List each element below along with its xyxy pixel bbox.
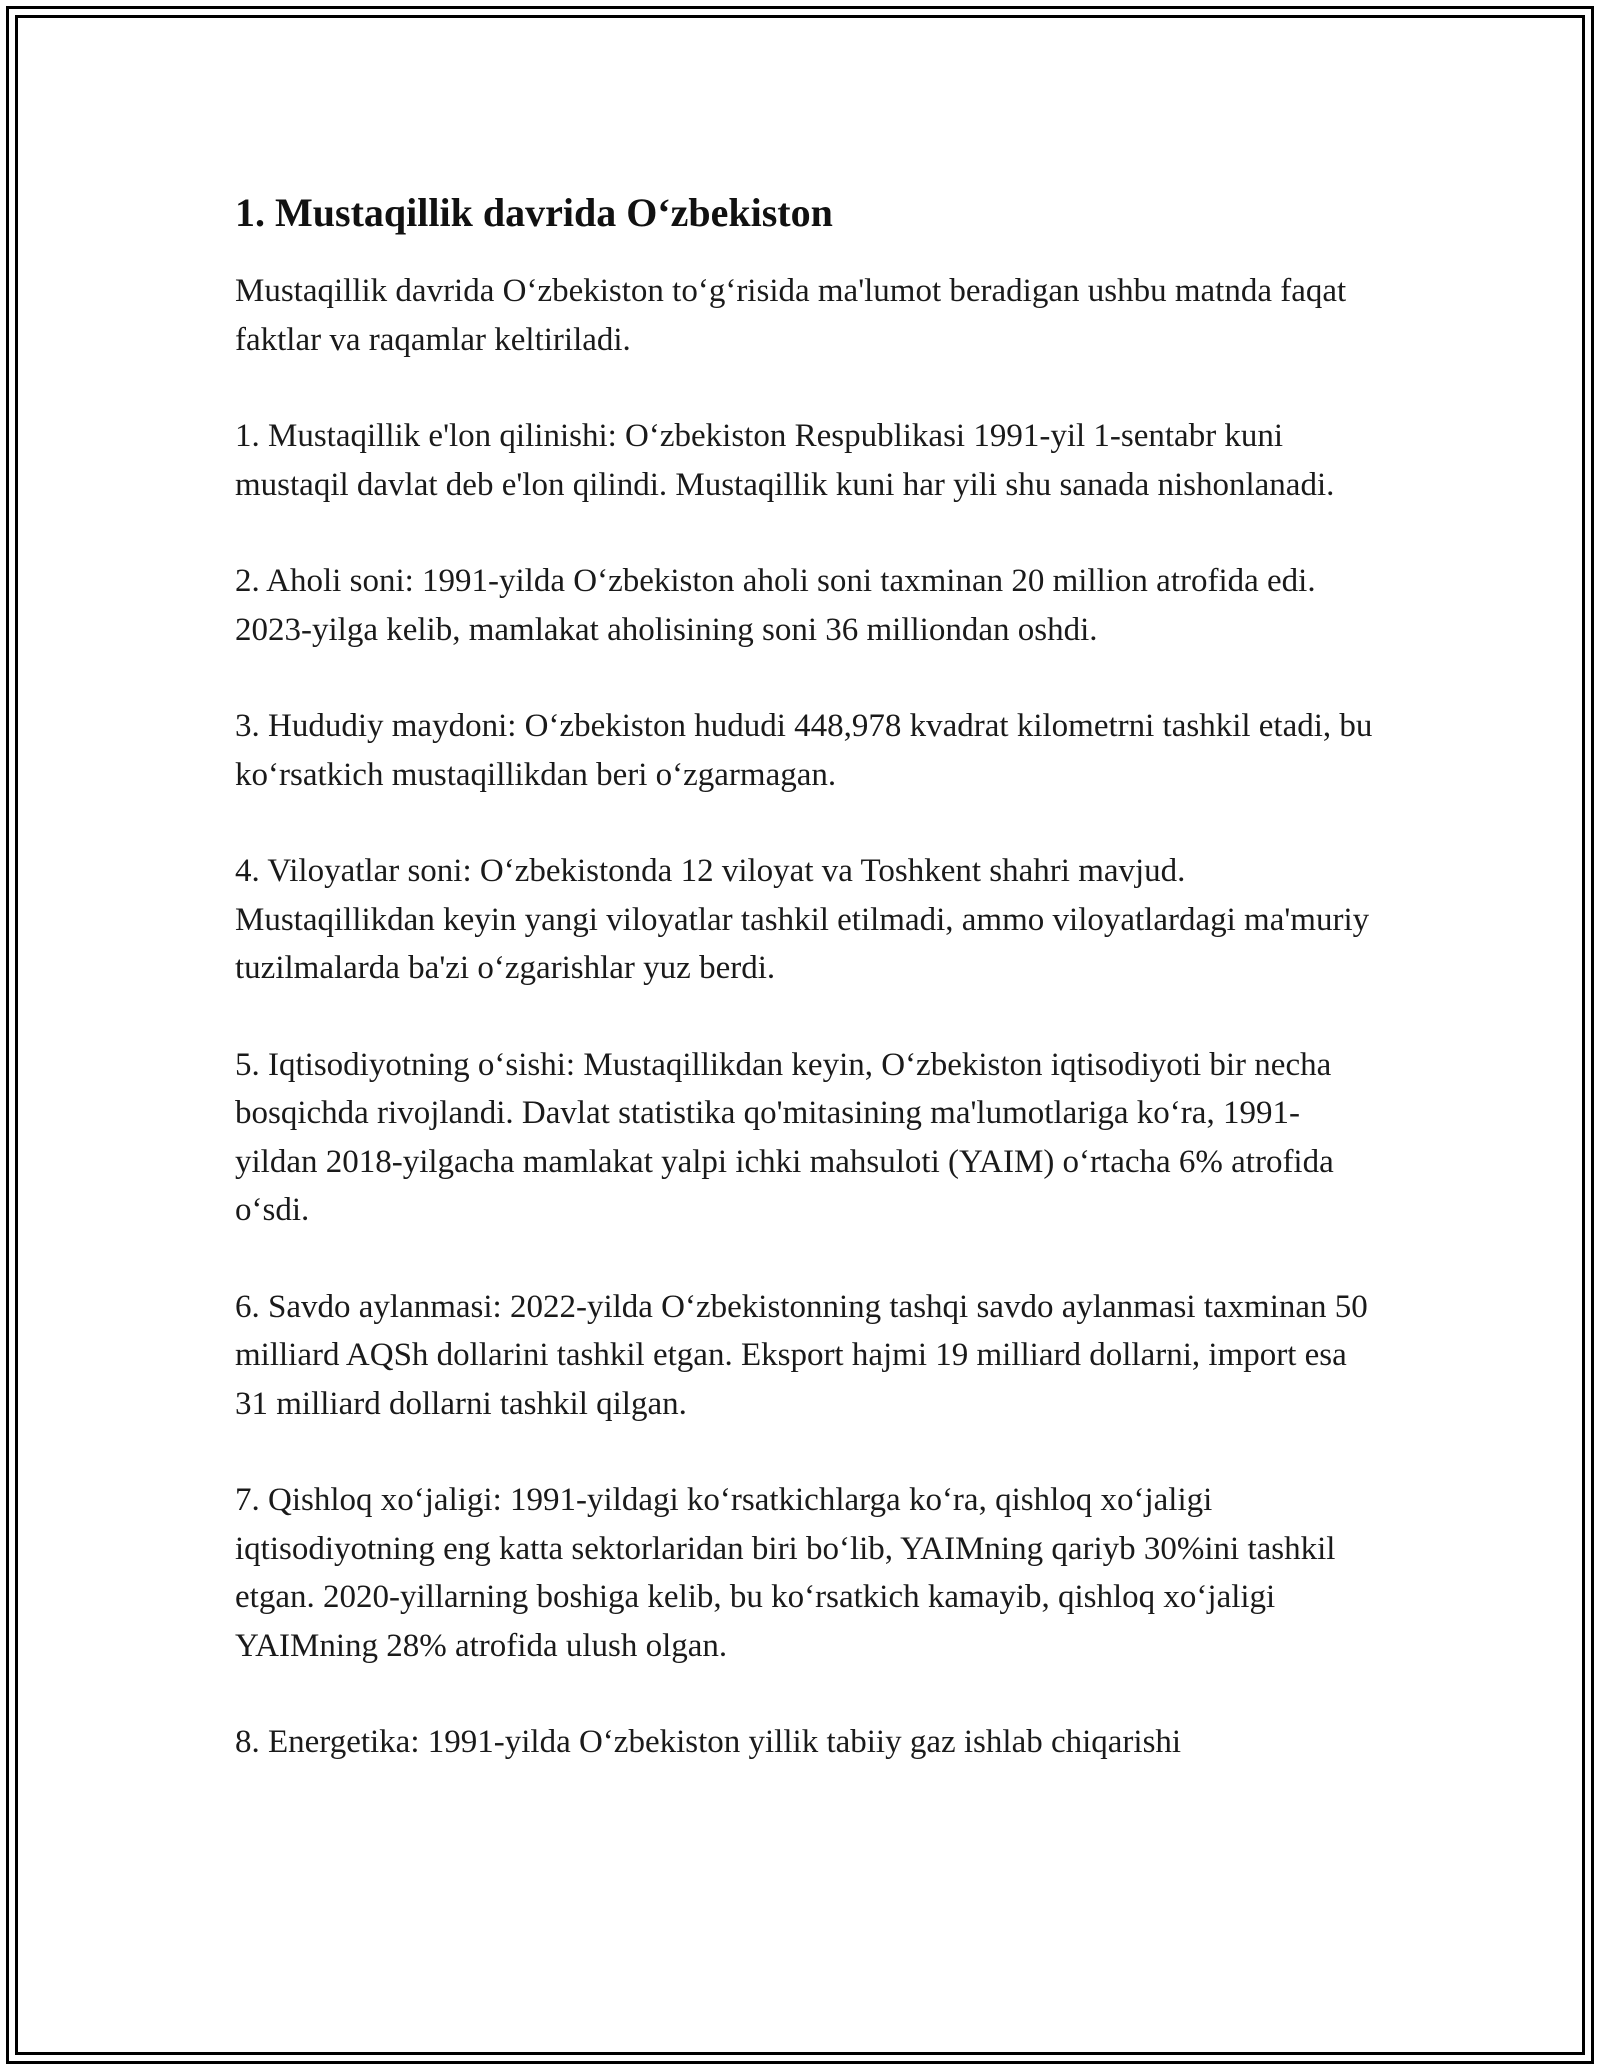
paragraph-regions: 4. Viloyatlar soni: O‘zbekistonda 12 viloyat va Toshkent shahri mavjud. Mustaqillikdan keyin yangi viloyatlar tashkil etilmadi, ammo viloyatlardagi ma'muriy tuzilmalarda ba'zi o‘zgarishlar yuz berdi. [235,853,1370,986]
paragraph-territory: 3. Hududiy maydoni: O‘zbekiston hududi 448,978 kvadrat kilometrni tashkil etadi, bu ko‘rsatkich mustaqillikdan beri o‘zgarmagan. [235,708,1373,793]
document-title: 1. Mustaqillik davrida O‘zbekiston [235,190,833,235]
paragraph-agriculture: 7. Qishloq xo‘jaligi: 1991-yildagi ko‘rsatkichlarga ko‘ra, qishloq xo‘jaligi iqtisodiyotning eng katta sektorlaridan biri bo‘lib, YAIMning qariyb 30%ini tashkil etgan. 2020-yillarning boshiga kelib, bu ko‘rsatkich kamayib, qishloq xo‘jaligi YAIMning 28% atrofida ulush olgan. [235,1482,1336,1664]
intro-paragraph: Mustaqillik davrida O‘zbekiston to‘g‘risida ma'lumot beradigan ushbu matnda faqat faktlar va raqamlar keltiriladi. [235,273,1347,358]
paragraph-independence: 1. Mustaqillik e'lon qilinishi: O‘zbekiston Respublikasi 1991-yil 1-sentabr kuni mustaqil davlat deb e'lon qilindi. Mustaqillik kuni har yili shu sanada nishonlanadi. [235,418,1335,503]
paragraph-economy: 5. Iqtisodiyotning o‘sishi: Mustaqillikdan keyin, O‘zbekiston iqtisodiyoti bir necha bosqichda rivojlandi. Davlat statistika qo'mitasining ma'lumotlariga ko‘ra, 1991-yildan 2018-yilgacha mamlakat yalpi ichki mahsuloti (YAIM) o‘rtacha 6% atrofida o‘sdi. [235,1046,1334,1228]
paragraph-energy: 8. Energetika: 1991-yilda O‘zbekiston yillik tabiiy gaz ishlab chiqarishi [235,1724,1182,1760]
paragraph-trade: 6. Savdo aylanmasi: 2022-yilda O‘zbekistonning tashqi savdo aylanmasi taxminan 50 milliard AQSh dollarini tashkil etgan. Eksport hajmi 19 milliard dollarni, import esa 31 milliard dollarni tashkil qilgan. [235,1288,1368,1422]
paragraph-population: 2. Aholi soni: 1991-yilda O‘zbekiston aholi soni taxminan 20 million atrofida edi. 2023-yilga kelib, mamlakat aholisining soni 36 milliondan oshdi. [235,563,1316,648]
document-body [235,185,1375,1815]
